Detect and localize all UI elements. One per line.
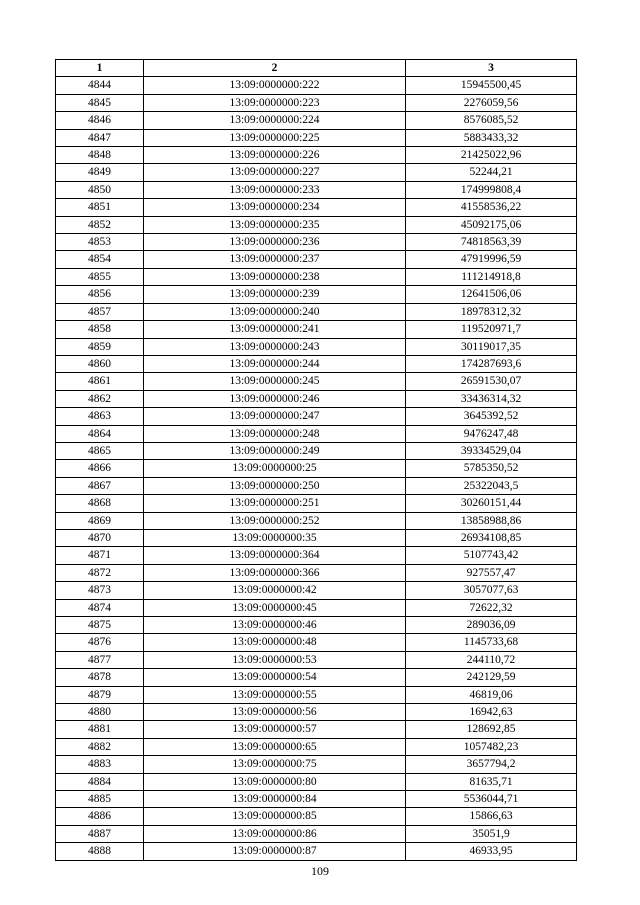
value-cell: 128692,85 <box>406 721 577 738</box>
row-number-cell: 4858 <box>56 321 144 338</box>
table-row <box>56 164 577 181</box>
row-number-cell: 4861 <box>56 373 144 390</box>
row-number-cell: 4866 <box>56 460 144 477</box>
value-cell: 119520971,7 <box>406 321 577 338</box>
cadastral-number-cell: 13:09:0000000:85 <box>144 808 406 825</box>
cadastral-number-cell: 13:09:0000000:35 <box>144 529 406 546</box>
value-cell: 2276059,56 <box>406 94 577 111</box>
cadastral-number-cell: 13:09:0000000:54 <box>144 669 406 686</box>
value-cell: 174287693,6 <box>406 355 577 372</box>
value-cell: 35051,9 <box>406 825 577 842</box>
table-row <box>56 634 577 651</box>
row-number-cell: 4875 <box>56 617 144 634</box>
table-row <box>56 425 577 442</box>
row-number-cell: 4888 <box>56 843 144 860</box>
table-row <box>56 268 577 285</box>
row-number-cell: 4847 <box>56 129 144 146</box>
row-number-cell: 4867 <box>56 477 144 494</box>
value-cell: 15945500,45 <box>406 77 577 94</box>
cadastral-number-cell: 13:09:0000000:84 <box>144 791 406 808</box>
row-number-cell: 4853 <box>56 234 144 251</box>
cadastral-number-cell: 13:09:0000000:248 <box>144 425 406 442</box>
cadastral-number-cell: 13:09:0000000:241 <box>144 321 406 338</box>
cadastral-number-cell: 13:09:0000000:56 <box>144 704 406 721</box>
value-cell: 72622,32 <box>406 599 577 616</box>
row-number-cell: 4860 <box>56 355 144 372</box>
table-row <box>56 129 577 146</box>
row-number-cell: 4879 <box>56 686 144 703</box>
table-row <box>56 147 577 164</box>
table-row <box>56 825 577 842</box>
cadastral-number-cell: 13:09:0000000:249 <box>144 442 406 459</box>
table-row <box>56 808 577 825</box>
row-number-cell: 4869 <box>56 512 144 529</box>
table-row <box>56 791 577 808</box>
table-row <box>56 738 577 755</box>
value-cell: 13858988,86 <box>406 512 577 529</box>
value-cell: 5883433,32 <box>406 129 577 146</box>
value-cell: 46933,95 <box>406 843 577 860</box>
cadastral-number-cell: 13:09:0000000:46 <box>144 617 406 634</box>
row-number-cell: 4876 <box>56 634 144 651</box>
table-row <box>56 564 577 581</box>
row-number-cell: 4873 <box>56 582 144 599</box>
cadastral-number-cell: 13:09:0000000:238 <box>144 268 406 285</box>
row-number-cell: 4883 <box>56 756 144 773</box>
row-number-cell: 4884 <box>56 773 144 790</box>
cadastral-number-cell: 13:09:0000000:240 <box>144 303 406 320</box>
value-cell: 26591530,07 <box>406 373 577 390</box>
cadastral-number-cell: 13:09:0000000:223 <box>144 94 406 111</box>
table-row <box>56 373 577 390</box>
value-cell: 52244,21 <box>406 164 577 181</box>
value-cell: 25322043,5 <box>406 477 577 494</box>
value-cell: 927557,47 <box>406 564 577 581</box>
row-number-cell: 4874 <box>56 599 144 616</box>
cadastral-number-cell: 13:09:0000000:233 <box>144 181 406 198</box>
row-number-cell: 4871 <box>56 547 144 564</box>
cadastral-number-cell: 13:09:0000000:87 <box>144 843 406 860</box>
table-row <box>56 704 577 721</box>
column-header-value: 3 <box>406 60 577 77</box>
row-number-cell: 4856 <box>56 286 144 303</box>
table-row <box>56 512 577 529</box>
table-row <box>56 756 577 773</box>
table-row <box>56 477 577 494</box>
table-row <box>56 617 577 634</box>
table-row <box>56 721 577 738</box>
value-cell: 30119017,35 <box>406 338 577 355</box>
table-row <box>56 251 577 268</box>
value-cell: 45092175,06 <box>406 216 577 233</box>
cadastral-number-cell: 13:09:0000000:65 <box>144 738 406 755</box>
table-row <box>56 599 577 616</box>
table-row <box>56 286 577 303</box>
row-number-cell: 4852 <box>56 216 144 233</box>
table-row <box>56 321 577 338</box>
value-cell: 21425022,96 <box>406 147 577 164</box>
cadastral-number-cell: 13:09:0000000:245 <box>144 373 406 390</box>
cadastral-number-cell: 13:09:0000000:246 <box>144 390 406 407</box>
value-cell: 18978312,32 <box>406 303 577 320</box>
table-row <box>56 686 577 703</box>
table-row <box>56 355 577 372</box>
value-cell: 16942,63 <box>406 704 577 721</box>
row-number-cell: 4865 <box>56 442 144 459</box>
row-number-cell: 4851 <box>56 199 144 216</box>
value-cell: 39334529,04 <box>406 442 577 459</box>
value-cell: 9476247,48 <box>406 425 577 442</box>
cadastral-number-cell: 13:09:0000000:80 <box>144 773 406 790</box>
table-row <box>56 408 577 425</box>
value-cell: 3057077,63 <box>406 582 577 599</box>
value-cell: 3645392,52 <box>406 408 577 425</box>
value-cell: 30260151,44 <box>406 495 577 512</box>
row-number-cell: 4878 <box>56 669 144 686</box>
row-number-cell: 4887 <box>56 825 144 842</box>
row-number-cell: 4850 <box>56 181 144 198</box>
cadastral-number-cell: 13:09:0000000:236 <box>144 234 406 251</box>
cadastral-number-cell: 13:09:0000000:45 <box>144 599 406 616</box>
row-number-cell: 4849 <box>56 164 144 181</box>
row-number-cell: 4846 <box>56 112 144 129</box>
value-cell: 174999808,4 <box>406 181 577 198</box>
table-row <box>56 181 577 198</box>
table-row <box>56 773 577 790</box>
row-number-cell: 4882 <box>56 738 144 755</box>
cadastral-number-cell: 13:09:0000000:222 <box>144 77 406 94</box>
column-header-cadastral-number: 2 <box>144 60 406 77</box>
row-number-cell: 4854 <box>56 251 144 268</box>
value-cell: 289036,09 <box>406 617 577 634</box>
value-cell: 8576085,52 <box>406 112 577 129</box>
cadastral-number-cell: 13:09:0000000:86 <box>144 825 406 842</box>
table-row <box>56 94 577 111</box>
row-number-cell: 4845 <box>56 94 144 111</box>
cadastral-number-cell: 13:09:0000000:247 <box>144 408 406 425</box>
value-cell: 74818563,39 <box>406 234 577 251</box>
value-cell: 81635,71 <box>406 773 577 790</box>
table-row <box>56 547 577 564</box>
value-cell: 15866,63 <box>406 808 577 825</box>
row-number-cell: 4848 <box>56 147 144 164</box>
row-number-cell: 4863 <box>56 408 144 425</box>
table-header <box>56 60 577 77</box>
cadastral-number-cell: 13:09:0000000:227 <box>144 164 406 181</box>
row-number-cell: 4877 <box>56 651 144 668</box>
page-number: 109 <box>311 864 329 878</box>
column-header-number: 1 <box>56 60 144 77</box>
header-row <box>56 60 577 77</box>
row-number-cell: 4862 <box>56 390 144 407</box>
table-row <box>56 442 577 459</box>
cadastral-number-cell: 13:09:0000000:250 <box>144 477 406 494</box>
cadastral-number-cell: 13:09:0000000:25 <box>144 460 406 477</box>
row-number-cell: 4872 <box>56 564 144 581</box>
value-cell: 12641506,06 <box>406 286 577 303</box>
table-row <box>56 199 577 216</box>
row-number-cell: 4880 <box>56 704 144 721</box>
row-number-cell: 4859 <box>56 338 144 355</box>
row-number-cell: 4870 <box>56 529 144 546</box>
value-cell: 41558536,22 <box>406 199 577 216</box>
table-row <box>56 495 577 512</box>
table-row <box>56 390 577 407</box>
value-cell: 5107743,42 <box>406 547 577 564</box>
cadastral-number-cell: 13:09:0000000:53 <box>144 651 406 668</box>
table-row <box>56 303 577 320</box>
cadastral-number-cell: 13:09:0000000:239 <box>144 286 406 303</box>
table-row <box>56 216 577 233</box>
value-cell: 26934108,85 <box>406 529 577 546</box>
table-row <box>56 112 577 129</box>
row-number-cell: 4868 <box>56 495 144 512</box>
value-cell: 33436314,32 <box>406 390 577 407</box>
row-number-cell: 4885 <box>56 791 144 808</box>
cadastral-number-cell: 13:09:0000000:75 <box>144 756 406 773</box>
table-body <box>56 77 577 860</box>
cadastral-number-cell: 13:09:0000000:235 <box>144 216 406 233</box>
cadastral-number-cell: 13:09:0000000:244 <box>144 355 406 372</box>
value-cell: 5536044,71 <box>406 791 577 808</box>
value-cell: 3657794,2 <box>406 756 577 773</box>
row-number-cell: 4864 <box>56 425 144 442</box>
table-row <box>56 77 577 94</box>
table-row <box>56 669 577 686</box>
table-row <box>56 460 577 477</box>
table-row <box>56 582 577 599</box>
value-cell: 1057482,23 <box>406 738 577 755</box>
table-row <box>56 234 577 251</box>
table-row <box>56 529 577 546</box>
table-row <box>56 338 577 355</box>
cadastral-value-table <box>55 59 577 861</box>
row-number-cell: 4886 <box>56 808 144 825</box>
cadastral-number-cell: 13:09:0000000:42 <box>144 582 406 599</box>
cadastral-number-cell: 13:09:0000000:251 <box>144 495 406 512</box>
value-cell: 5785350,52 <box>406 460 577 477</box>
cadastral-number-cell: 13:09:0000000:364 <box>144 547 406 564</box>
cadastral-number-cell: 13:09:0000000:234 <box>144 199 406 216</box>
value-cell: 244110,72 <box>406 651 577 668</box>
row-number-cell: 4844 <box>56 77 144 94</box>
cadastral-number-cell: 13:09:0000000:252 <box>144 512 406 529</box>
row-number-cell: 4881 <box>56 721 144 738</box>
value-cell: 1145733,68 <box>406 634 577 651</box>
cadastral-number-cell: 13:09:0000000:237 <box>144 251 406 268</box>
value-cell: 242129,59 <box>406 669 577 686</box>
cadastral-number-cell: 13:09:0000000:366 <box>144 564 406 581</box>
row-number-cell: 4855 <box>56 268 144 285</box>
cadastral-number-cell: 13:09:0000000:57 <box>144 721 406 738</box>
value-cell: 46819,06 <box>406 686 577 703</box>
value-cell: 47919996,59 <box>406 251 577 268</box>
cadastral-number-cell: 13:09:0000000:243 <box>144 338 406 355</box>
cadastral-number-cell: 13:09:0000000:224 <box>144 112 406 129</box>
table-row <box>56 843 577 860</box>
cadastral-number-cell: 13:09:0000000:48 <box>144 634 406 651</box>
cadastral-number-cell: 13:09:0000000:225 <box>144 129 406 146</box>
cadastral-number-cell: 13:09:0000000:226 <box>144 147 406 164</box>
row-number-cell: 4857 <box>56 303 144 320</box>
cadastral-number-cell: 13:09:0000000:55 <box>144 686 406 703</box>
table-row <box>56 651 577 668</box>
value-cell: 111214918,8 <box>406 268 577 285</box>
